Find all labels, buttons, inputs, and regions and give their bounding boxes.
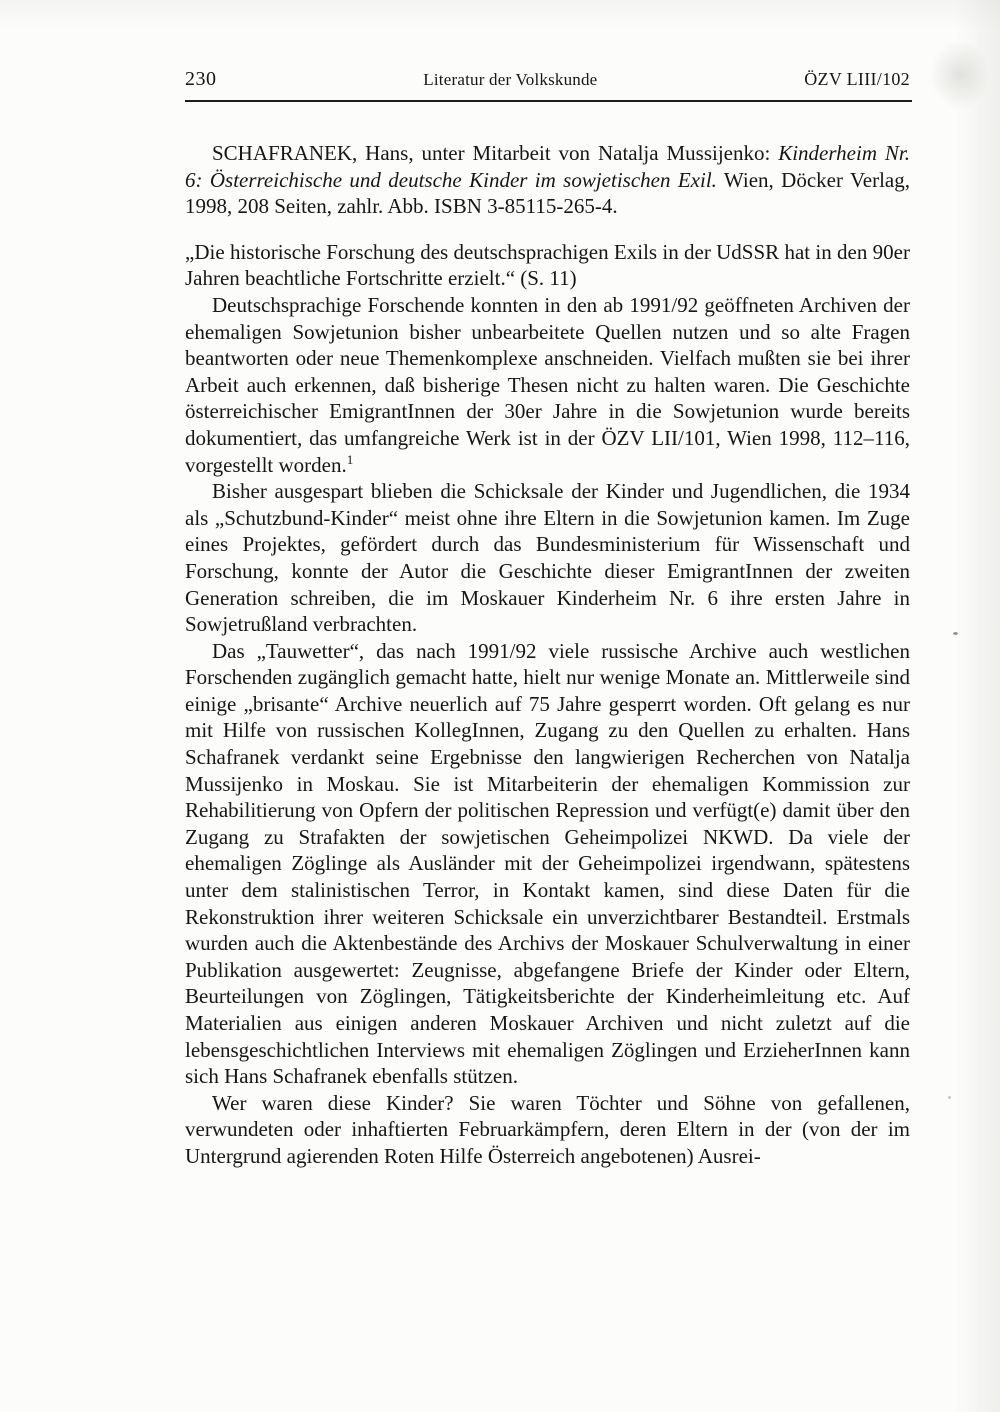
review-text bbox=[185, 140, 910, 1170]
citation-book-title: Kinderheim Nr. 6: Österreichische und deutsche Kinder im sowjetischen Exil. bbox=[185, 141, 910, 192]
paragraph-schutzbund: Bisher ausgespart blieben die Schicksale der Kinder und Jugendlichen, die 1934 als „Schutzbund-Kinder“ meist ohne ihre Eltern in die Sowjetunion kamen. Im Zuge eines Projektes, gefördert durch das Bundesministerium für Wissenschaft und Forschung, konnte der Autor die Geschichte dieser EmigrantInnen der zweiten Generation schreiben, die im Moskauer Kinderheim Nr. 6 ihre ersten Jahre in Sowjetrußland verbrachten. bbox=[185, 479, 910, 637]
paragraph-kinder: Wer waren diese Kinder? Sie waren Töchter und Söhne von gefallenen, verwundeten oder inhaftierten Februarkämpfern, deren Eltern in der (von der im Untergrund agierenden Roten Hilfe Österreich angebotenen) Ausrei- bbox=[185, 1090, 910, 1168]
scan-smudge bbox=[930, 40, 990, 110]
footnote-marker: 1 bbox=[346, 451, 354, 467]
header-rule bbox=[185, 100, 912, 102]
paragraph-archives-text: Deutschsprachige Forschende konnten in den ab 1991/92 geöffneten Archiven der ehemaligen Sowjetunion bisher unbearbeitete Quellen nutzen und so alte Fragen beantworten oder neue Themenkomplexe anschneiden. Vielfach mußten sie bei ihrer Arbeit auch erkennen, daß bisherige Thesen nicht zu halten waren. Die Geschichte österreichischer EmigrantInnen der 30er Jahre in die Sowjetunion wurde bereits dokumentiert, das umfangreiche Werk ist in der ÖZV LII/101, Wien 1998, 112–116, vorgestellt worden. bbox=[185, 292, 910, 477]
page-number: 230 bbox=[185, 68, 217, 90]
citation-paragraph bbox=[185, 140, 910, 220]
citation-lead: SCHAFRANEK, Hans, unter Mitarbeit von Natalja Mussijenko: bbox=[212, 141, 779, 165]
scan-speck bbox=[953, 632, 958, 635]
running-title: Literatur der Volkskunde bbox=[423, 70, 598, 89]
paragraph-archives bbox=[185, 292, 910, 478]
quote-paragraph: „Die historische Forschung des deutschsprachigen Exils in der UdSSR hat in den 90er Jahren beachtliche Fortschritte erzielt.“ (S. 11) bbox=[185, 239, 910, 291]
issue-label: ÖZV LIII/102 bbox=[804, 69, 910, 89]
paragraph-tauwetter: Das „Tauwetter“, das nach 1991/92 viele russische Archive auch westlichen Forschenden zugänglich gemacht hatte, hielt nur wenige Monate an. Mittlerweile sind einige „brisante“ Archive neuerlich auf 75 Jahre gesperrt worden. Oft gelang es nur mit Hilfe von russischen KollegInnen, Zugang zu den Quellen zu erhalten. Hans Schafranek verdankt seine Ergebnisse den langwierigen Recherchen von Natalja Mussijenko in Moskau. Sie ist Mitarbeiterin der ehemaligen Kommission zur Rehabilitierung von Opfern der politischen Repression und verfügt(e) damit über den Zugang zu Strafakten der sowjetischen Geheimpolizei NKWD. Da viele der ehemaligen Zöglinge als Ausländer mit der Geheimpolizei irgendwann, spätestens unter dem stalinistischen Terror, in Kontakt kamen, sind diese Daten für die Rekonstruktion ihrer weiteren Schicksale ein unverzichtbarer Bestandteil. Erstmals wurden auch die Aktenbestände des Archivs der Moskauer Schulverwaltung in einer Publikation ausgewertet: Zeugnisse, abgefangene Briefe der Kinder oder Eltern, Beurteilungen von Zöglingen, Tätigkeitsberichte der Kinderheimleitung etc. Auf Materialien aus einigen anderen Moskauer Archiven und nicht zuletzt auf die lebensgeschichtlichen Interviews mit ehemaligen Zöglingen und ErzieherInnen kann sich Hans Schafranek ebenfalls stützen. bbox=[185, 638, 910, 1089]
page-header bbox=[185, 68, 910, 91]
citation-tail: Wien, Döcker Verlag, 1998, 208 Seiten, zahlr. Abb. ISBN 3-85115-265-4. bbox=[185, 167, 910, 219]
scan-speck bbox=[948, 1096, 951, 1099]
